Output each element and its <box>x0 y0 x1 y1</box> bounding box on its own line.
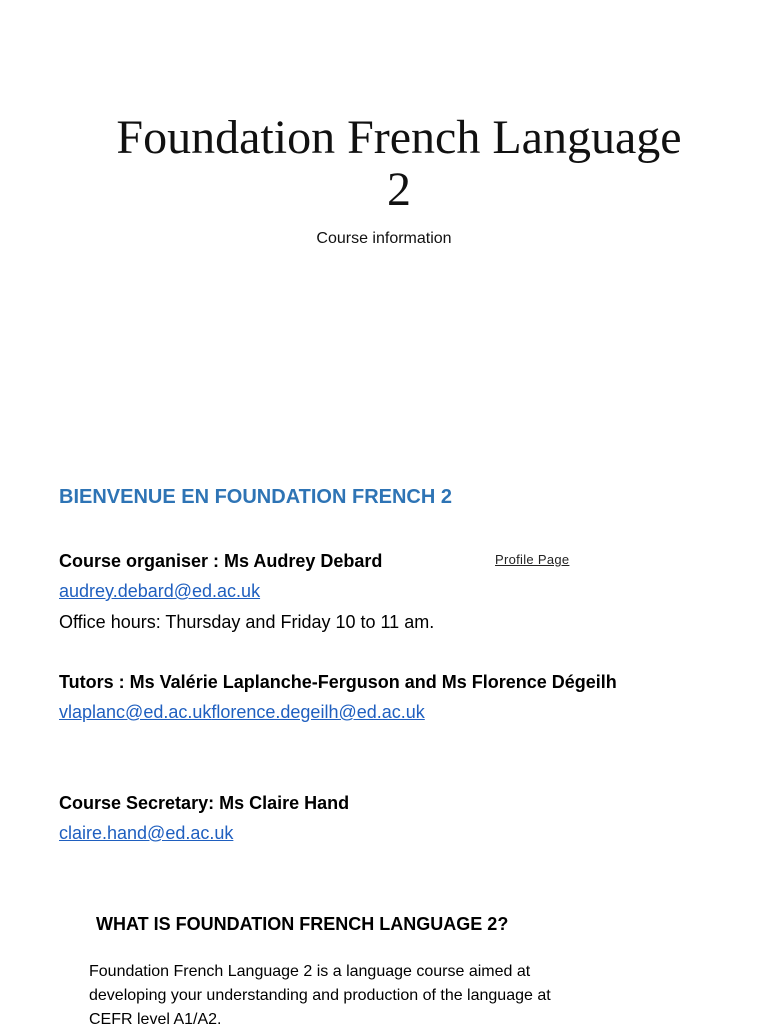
course-description <box>89 960 629 1032</box>
course-secretary-label: Course Secretary: Ms Claire Hand <box>59 793 350 813</box>
organiser-email-row <box>59 581 260 602</box>
organiser-email-link[interactable]: audrey.debard@ed.ac.uk <box>59 581 261 601</box>
page-title <box>0 112 768 216</box>
tutor-email-row <box>59 702 425 723</box>
office-hours: Office hours: Thursday and Friday 10 to 11 am. <box>59 612 435 632</box>
tutors-label: Tutors : Ms Valérie Laplanche-Ferguson and Ms Florence Dégeilh <box>59 672 617 692</box>
secretary-email-link[interactable]: claire.hand@ed.ac.uk <box>59 823 234 843</box>
page-subtitle: Course information <box>316 230 452 247</box>
welcome-heading: BIENVENUE EN FOUNDATION FRENCH 2 <box>59 486 452 508</box>
page-title-line-2: 2 <box>387 163 411 216</box>
course-organiser-label: Course organiser : Ms Audrey Debard <box>59 551 383 571</box>
secretary-email-row <box>59 823 233 844</box>
course-description-line-3: CEFR level A1/A2. <box>89 1011 222 1028</box>
course-description-line-2: developing your understanding and production of the language at <box>89 987 551 1004</box>
profile-page-link[interactable]: Profile Page <box>495 552 570 567</box>
tutor-email-link-2[interactable]: florence.degeilh@ed.ac.uk <box>211 702 425 722</box>
page-title-line-1: Foundation French Language <box>116 111 682 164</box>
course-description-line-1: Foundation French Language 2 is a language course aimed at <box>89 963 531 980</box>
tutor-email-link-1[interactable]: vlaplanc@ed.ac.uk <box>59 702 212 722</box>
what-is-heading: WHAT IS FOUNDATION FRENCH LANGUAGE 2? <box>96 914 509 934</box>
